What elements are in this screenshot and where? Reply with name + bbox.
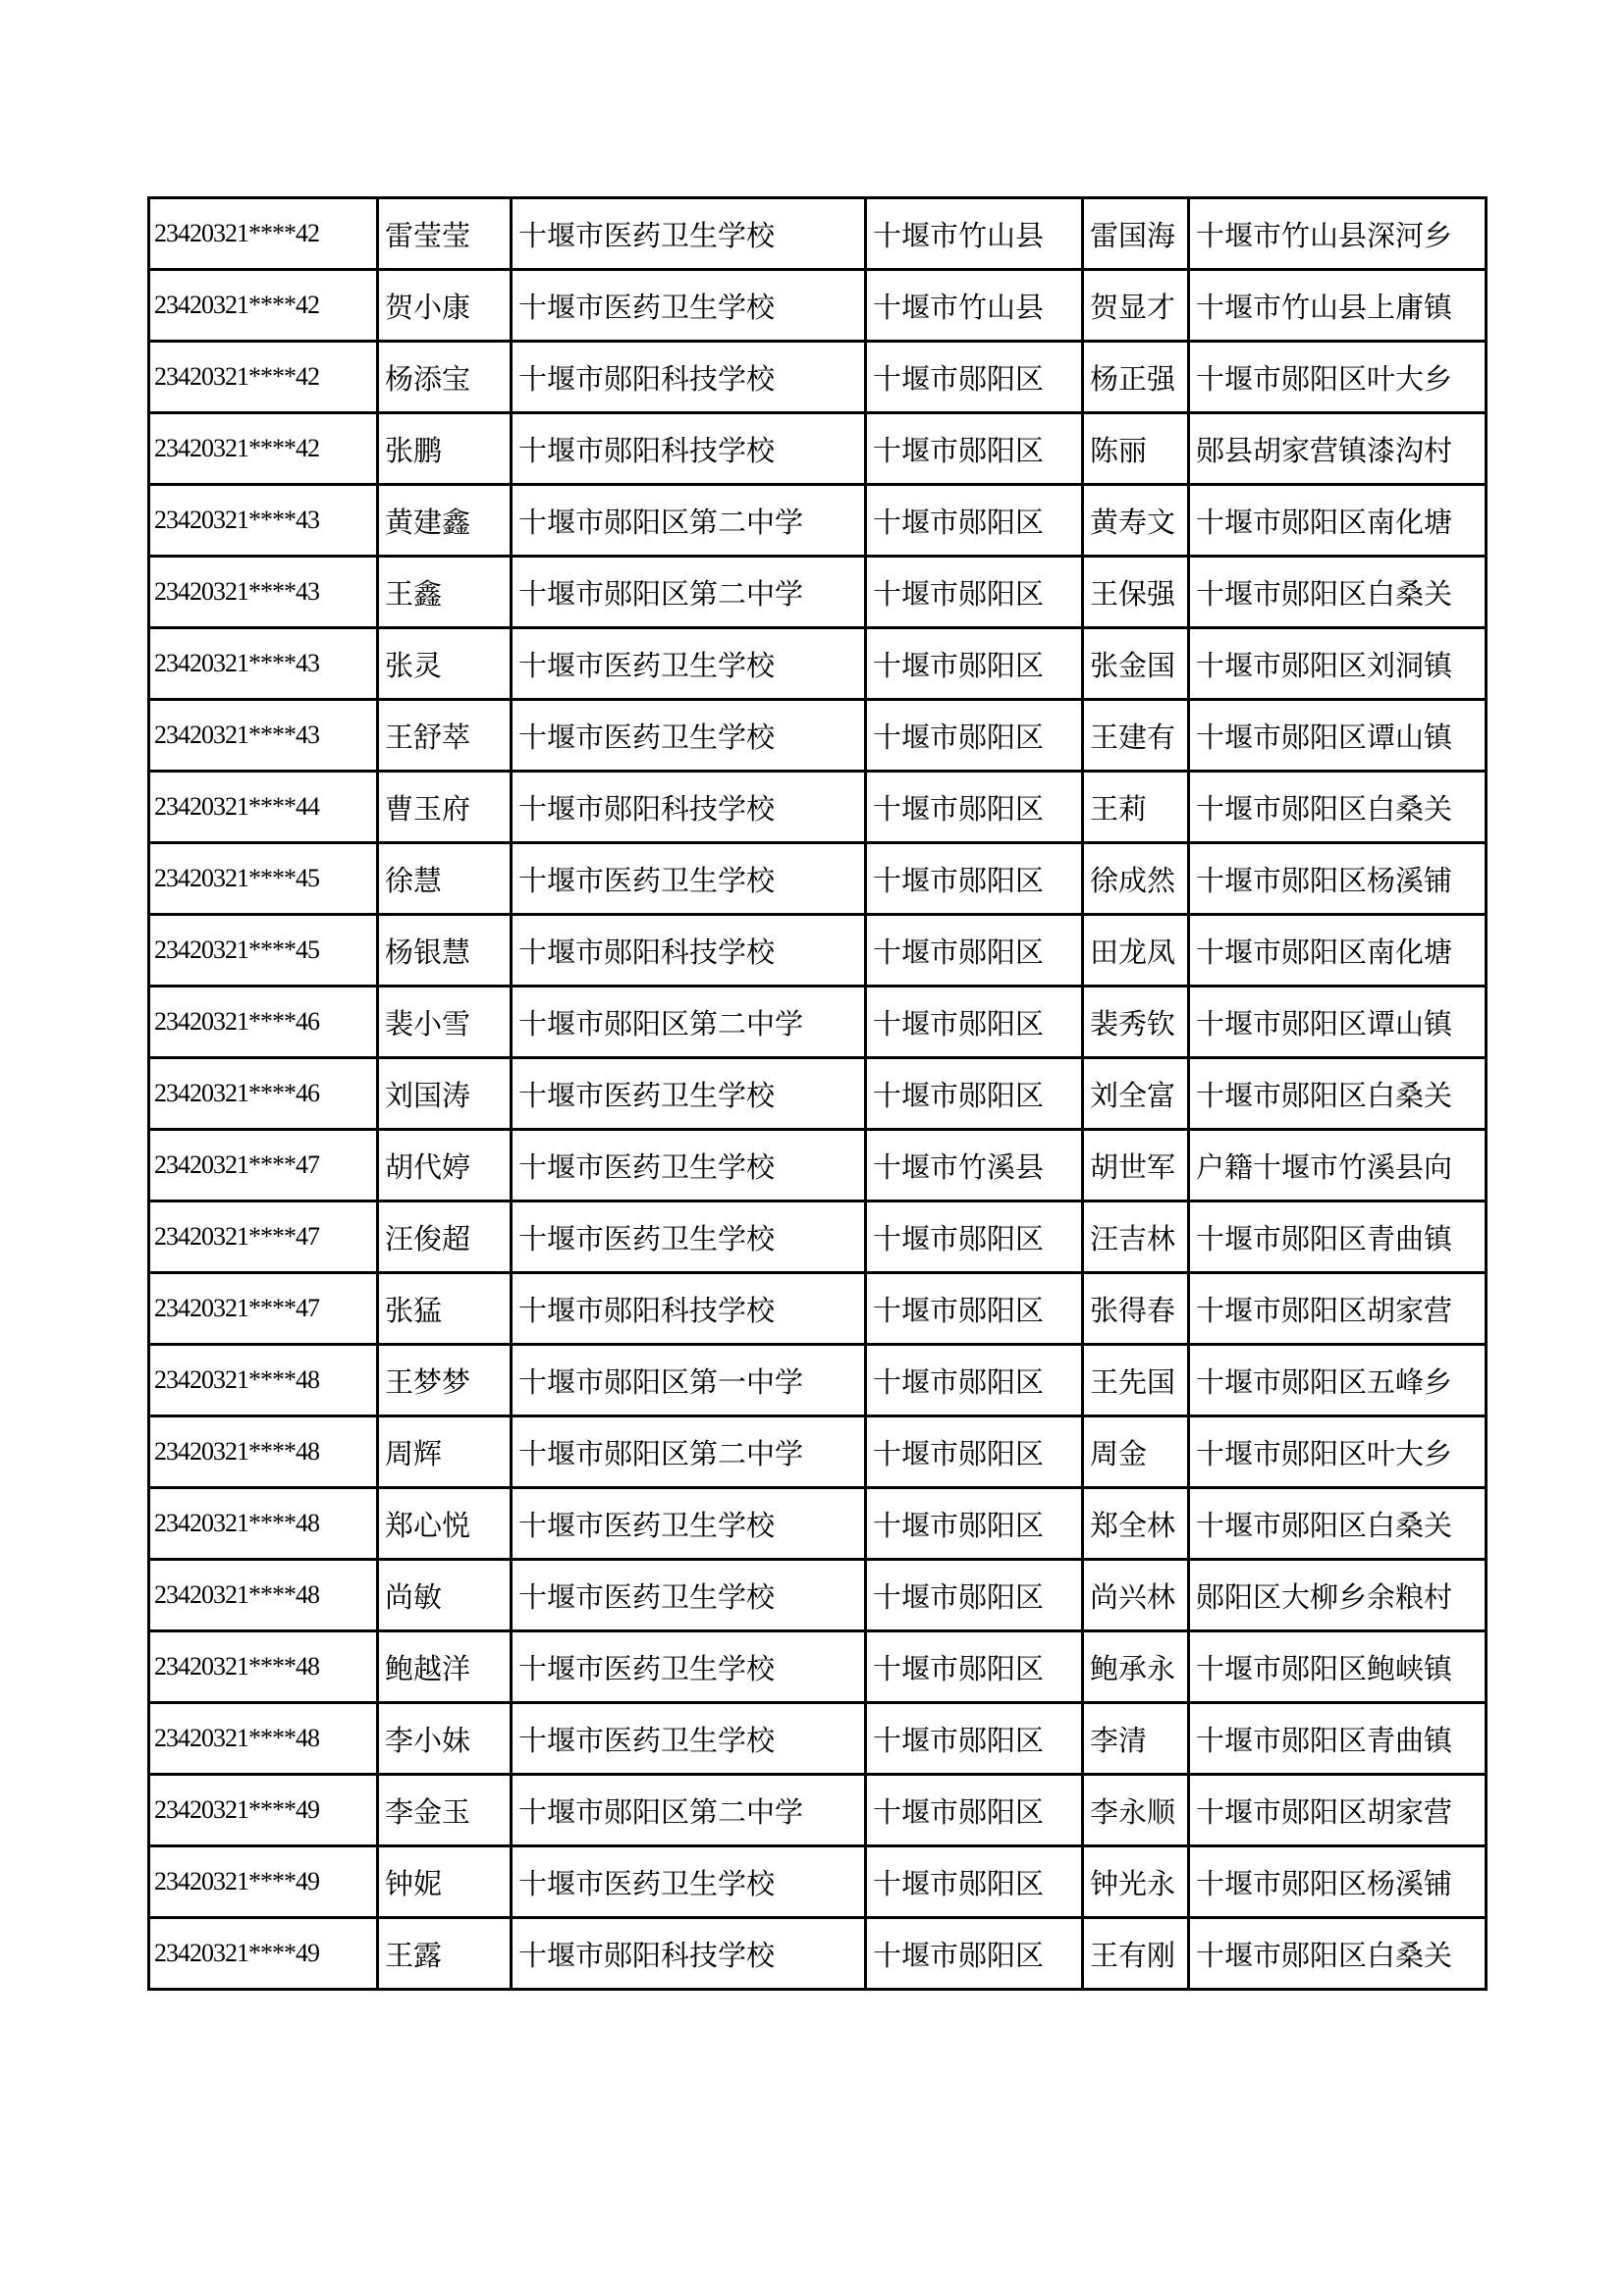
region-cell: 十堰市郧阳区 — [866, 1345, 1083, 1416]
id-number-cell: 23420321****47 — [149, 1273, 378, 1345]
address-cell: 十堰市郧阳区白桑关 — [1189, 1058, 1487, 1130]
school-cell: 十堰市医药卫生学校 — [512, 1631, 866, 1703]
school-cell: 十堰市郧阳科技学校 — [512, 915, 866, 987]
region-cell: 十堰市郧阳区 — [866, 1488, 1083, 1560]
school-cell: 十堰市医药卫生学校 — [512, 628, 866, 700]
student-name-cell: 王露 — [378, 1918, 512, 1990]
student-name-cell: 杨添宝 — [378, 342, 512, 413]
school-cell: 十堰市医药卫生学校 — [512, 700, 866, 772]
school-cell: 十堰市医药卫生学校 — [512, 1130, 866, 1201]
table-row — [149, 342, 1487, 413]
address-cell: 十堰市郧阳区叶大乡 — [1189, 342, 1487, 413]
student-table — [147, 196, 1488, 1991]
guardian-name-cell: 张得春 — [1083, 1273, 1189, 1345]
address-cell: 十堰市郧阳区五峰乡 — [1189, 1345, 1487, 1416]
student-name-cell: 鲍越洋 — [378, 1631, 512, 1703]
school-cell: 十堰市郧阳科技学校 — [512, 1273, 866, 1345]
id-number-cell: 23420321****48 — [149, 1345, 378, 1416]
region-cell: 十堰市郧阳区 — [866, 1058, 1083, 1130]
guardian-name-cell: 王保强 — [1083, 557, 1189, 628]
region-cell: 十堰市郧阳区 — [866, 1416, 1083, 1488]
student-name-cell: 张猛 — [378, 1273, 512, 1345]
region-cell: 十堰市郧阳区 — [866, 628, 1083, 700]
id-number-cell: 23420321****49 — [149, 1918, 378, 1990]
id-number-cell: 23420321****43 — [149, 485, 378, 557]
id-number-cell: 23420321****49 — [149, 1775, 378, 1846]
student-name-cell: 曹玉府 — [378, 772, 512, 843]
id-number-cell: 23420321****44 — [149, 772, 378, 843]
school-cell: 十堰市郧阳区第二中学 — [512, 557, 866, 628]
guardian-name-cell: 裴秀钦 — [1083, 987, 1189, 1058]
table-row — [149, 1058, 1487, 1130]
id-number-cell: 23420321****42 — [149, 270, 378, 342]
id-number-cell: 23420321****43 — [149, 557, 378, 628]
id-number-cell: 23420321****46 — [149, 1058, 378, 1130]
region-cell: 十堰市郧阳区 — [866, 1846, 1083, 1918]
guardian-name-cell: 黄寿文 — [1083, 485, 1189, 557]
school-cell: 十堰市医药卫生学校 — [512, 1703, 866, 1775]
address-cell: 郧县胡家营镇漆沟村 — [1189, 413, 1487, 485]
table-row — [149, 772, 1487, 843]
student-name-cell: 张灵 — [378, 628, 512, 700]
guardian-name-cell: 郑全林 — [1083, 1488, 1189, 1560]
guardian-name-cell: 钟光永 — [1083, 1846, 1189, 1918]
address-cell: 郧阳区大柳乡余粮村 — [1189, 1560, 1487, 1631]
address-cell: 十堰市郧阳区胡家营 — [1189, 1775, 1487, 1846]
student-name-cell: 周辉 — [378, 1416, 512, 1488]
region-cell: 十堰市郧阳区 — [866, 987, 1083, 1058]
id-number-cell: 23420321****48 — [149, 1631, 378, 1703]
address-cell: 十堰市郧阳区杨溪铺 — [1189, 1846, 1487, 1918]
student-name-cell: 杨银慧 — [378, 915, 512, 987]
region-cell: 十堰市郧阳区 — [866, 1775, 1083, 1846]
table-row — [149, 1631, 1487, 1703]
school-cell: 十堰市郧阳区第二中学 — [512, 485, 866, 557]
guardian-name-cell: 李永顺 — [1083, 1775, 1189, 1846]
table-row — [149, 1345, 1487, 1416]
school-cell: 十堰市医药卫生学校 — [512, 198, 866, 270]
id-number-cell: 23420321****48 — [149, 1416, 378, 1488]
region-cell: 十堰市郧阳区 — [866, 485, 1083, 557]
region-cell: 十堰市郧阳区 — [866, 557, 1083, 628]
student-name-cell: 郑心悦 — [378, 1488, 512, 1560]
id-number-cell: 23420321****43 — [149, 700, 378, 772]
id-number-cell: 23420321****42 — [149, 342, 378, 413]
table-row — [149, 198, 1487, 270]
table-row — [149, 1273, 1487, 1345]
guardian-name-cell: 徐成然 — [1083, 843, 1189, 915]
guardian-name-cell: 胡世军 — [1083, 1130, 1189, 1201]
region-cell: 十堰市郧阳区 — [866, 413, 1083, 485]
guardian-name-cell: 尚兴林 — [1083, 1560, 1189, 1631]
table-row — [149, 1703, 1487, 1775]
student-name-cell: 裴小雪 — [378, 987, 512, 1058]
region-cell: 十堰市郧阳区 — [866, 1560, 1083, 1631]
guardian-name-cell: 杨正强 — [1083, 342, 1189, 413]
student-name-cell: 徐慧 — [378, 843, 512, 915]
region-cell: 十堰市郧阳区 — [866, 843, 1083, 915]
region-cell: 十堰市竹溪县 — [866, 1130, 1083, 1201]
address-cell: 十堰市郧阳区杨溪铺 — [1189, 843, 1487, 915]
address-cell: 十堰市郧阳区白桑关 — [1189, 557, 1487, 628]
school-cell: 十堰市郧阳科技学校 — [512, 342, 866, 413]
address-cell: 户籍十堰市竹溪县向 — [1189, 1130, 1487, 1201]
table-row — [149, 1488, 1487, 1560]
student-name-cell: 王鑫 — [378, 557, 512, 628]
id-number-cell: 23420321****49 — [149, 1846, 378, 1918]
id-number-cell: 23420321****47 — [149, 1201, 378, 1273]
guardian-name-cell: 王先国 — [1083, 1345, 1189, 1416]
region-cell: 十堰市郧阳区 — [866, 342, 1083, 413]
table-row — [149, 557, 1487, 628]
region-cell: 十堰市郧阳区 — [866, 1201, 1083, 1273]
address-cell: 十堰市郧阳区青曲镇 — [1189, 1703, 1487, 1775]
address-cell: 十堰市竹山县上庸镇 — [1189, 270, 1487, 342]
table-row — [149, 700, 1487, 772]
table-row — [149, 1846, 1487, 1918]
school-cell: 十堰市郧阳区第二中学 — [512, 1416, 866, 1488]
address-cell: 十堰市竹山县深河乡 — [1189, 198, 1487, 270]
guardian-name-cell: 刘全富 — [1083, 1058, 1189, 1130]
student-name-cell: 黄建鑫 — [378, 485, 512, 557]
address-cell: 十堰市郧阳区白桑关 — [1189, 772, 1487, 843]
school-cell: 十堰市郧阳区第二中学 — [512, 987, 866, 1058]
table-row — [149, 1416, 1487, 1488]
guardian-name-cell: 李清 — [1083, 1703, 1189, 1775]
address-cell: 十堰市郧阳区胡家营 — [1189, 1273, 1487, 1345]
id-number-cell: 23420321****43 — [149, 628, 378, 700]
table-row — [149, 1201, 1487, 1273]
school-cell: 十堰市医药卫生学校 — [512, 1846, 866, 1918]
address-cell: 十堰市郧阳区谭山镇 — [1189, 987, 1487, 1058]
school-cell: 十堰市医药卫生学校 — [512, 843, 866, 915]
student-name-cell: 贺小康 — [378, 270, 512, 342]
guardian-name-cell: 王有刚 — [1083, 1918, 1189, 1990]
id-number-cell: 23420321****42 — [149, 198, 378, 270]
student-name-cell: 张鹏 — [378, 413, 512, 485]
guardian-name-cell: 田龙凤 — [1083, 915, 1189, 987]
address-cell: 十堰市郧阳区谭山镇 — [1189, 700, 1487, 772]
table-row — [149, 270, 1487, 342]
guardian-name-cell: 贺显才 — [1083, 270, 1189, 342]
school-cell: 十堰市医药卫生学校 — [512, 270, 866, 342]
table-row — [149, 485, 1487, 557]
table-row — [149, 915, 1487, 987]
address-cell: 十堰市郧阳区南化塘 — [1189, 485, 1487, 557]
address-cell: 十堰市郧阳区白桑关 — [1189, 1488, 1487, 1560]
table-row — [149, 1130, 1487, 1201]
student-name-cell: 尚敏 — [378, 1560, 512, 1631]
school-cell: 十堰市医药卫生学校 — [512, 1560, 866, 1631]
school-cell: 十堰市郧阳科技学校 — [512, 1918, 866, 1990]
region-cell: 十堰市郧阳区 — [866, 1703, 1083, 1775]
student-name-cell: 钟妮 — [378, 1846, 512, 1918]
table-row — [149, 628, 1487, 700]
student-name-cell: 汪俊超 — [378, 1201, 512, 1273]
id-number-cell: 23420321****48 — [149, 1703, 378, 1775]
student-name-cell: 雷莹莹 — [378, 198, 512, 270]
guardian-name-cell: 汪吉林 — [1083, 1201, 1189, 1273]
guardian-name-cell: 鲍承永 — [1083, 1631, 1189, 1703]
table-row — [149, 843, 1487, 915]
student-name-cell: 王梦梦 — [378, 1345, 512, 1416]
table-row — [149, 1918, 1487, 1990]
school-cell: 十堰市郧阳区第一中学 — [512, 1345, 866, 1416]
id-number-cell: 23420321****45 — [149, 915, 378, 987]
school-cell: 十堰市郧阳科技学校 — [512, 413, 866, 485]
region-cell: 十堰市郧阳区 — [866, 772, 1083, 843]
school-cell: 十堰市郧阳区第二中学 — [512, 1775, 866, 1846]
table-row — [149, 987, 1487, 1058]
address-cell: 十堰市郧阳区刘洞镇 — [1189, 628, 1487, 700]
address-cell: 十堰市郧阳区青曲镇 — [1189, 1201, 1487, 1273]
address-cell: 十堰市郧阳区叶大乡 — [1189, 1416, 1487, 1488]
region-cell: 十堰市郧阳区 — [866, 1273, 1083, 1345]
region-cell: 十堰市郧阳区 — [866, 1631, 1083, 1703]
guardian-name-cell: 张金国 — [1083, 628, 1189, 700]
address-cell: 十堰市郧阳区白桑关 — [1189, 1918, 1487, 1990]
id-number-cell: 23420321****47 — [149, 1130, 378, 1201]
guardian-name-cell: 雷国海 — [1083, 198, 1189, 270]
table-row — [149, 413, 1487, 485]
region-cell: 十堰市郧阳区 — [866, 1918, 1083, 1990]
school-cell: 十堰市医药卫生学校 — [512, 1488, 866, 1560]
id-number-cell: 23420321****48 — [149, 1488, 378, 1560]
guardian-name-cell: 陈丽 — [1083, 413, 1189, 485]
school-cell: 十堰市郧阳科技学校 — [512, 772, 866, 843]
table-row — [149, 1775, 1487, 1846]
region-cell: 十堰市竹山县 — [866, 270, 1083, 342]
student-name-cell: 胡代婷 — [378, 1130, 512, 1201]
id-number-cell: 23420321****45 — [149, 843, 378, 915]
school-cell: 十堰市医药卫生学校 — [512, 1058, 866, 1130]
guardian-name-cell: 王建有 — [1083, 700, 1189, 772]
address-cell: 十堰市郧阳区鲍峡镇 — [1189, 1631, 1487, 1703]
region-cell: 十堰市郧阳区 — [866, 700, 1083, 772]
student-name-cell: 李金玉 — [378, 1775, 512, 1846]
region-cell: 十堰市竹山县 — [866, 198, 1083, 270]
id-number-cell: 23420321****42 — [149, 413, 378, 485]
guardian-name-cell: 王莉 — [1083, 772, 1189, 843]
id-number-cell: 23420321****48 — [149, 1560, 378, 1631]
address-cell: 十堰市郧阳区南化塘 — [1189, 915, 1487, 987]
student-name-cell: 王舒萃 — [378, 700, 512, 772]
guardian-name-cell: 周金 — [1083, 1416, 1189, 1488]
student-name-cell: 李小妹 — [378, 1703, 512, 1775]
student-name-cell: 刘国涛 — [378, 1058, 512, 1130]
id-number-cell: 23420321****46 — [149, 987, 378, 1058]
region-cell: 十堰市郧阳区 — [866, 915, 1083, 987]
school-cell: 十堰市医药卫生学校 — [512, 1201, 866, 1273]
table-row — [149, 1560, 1487, 1631]
